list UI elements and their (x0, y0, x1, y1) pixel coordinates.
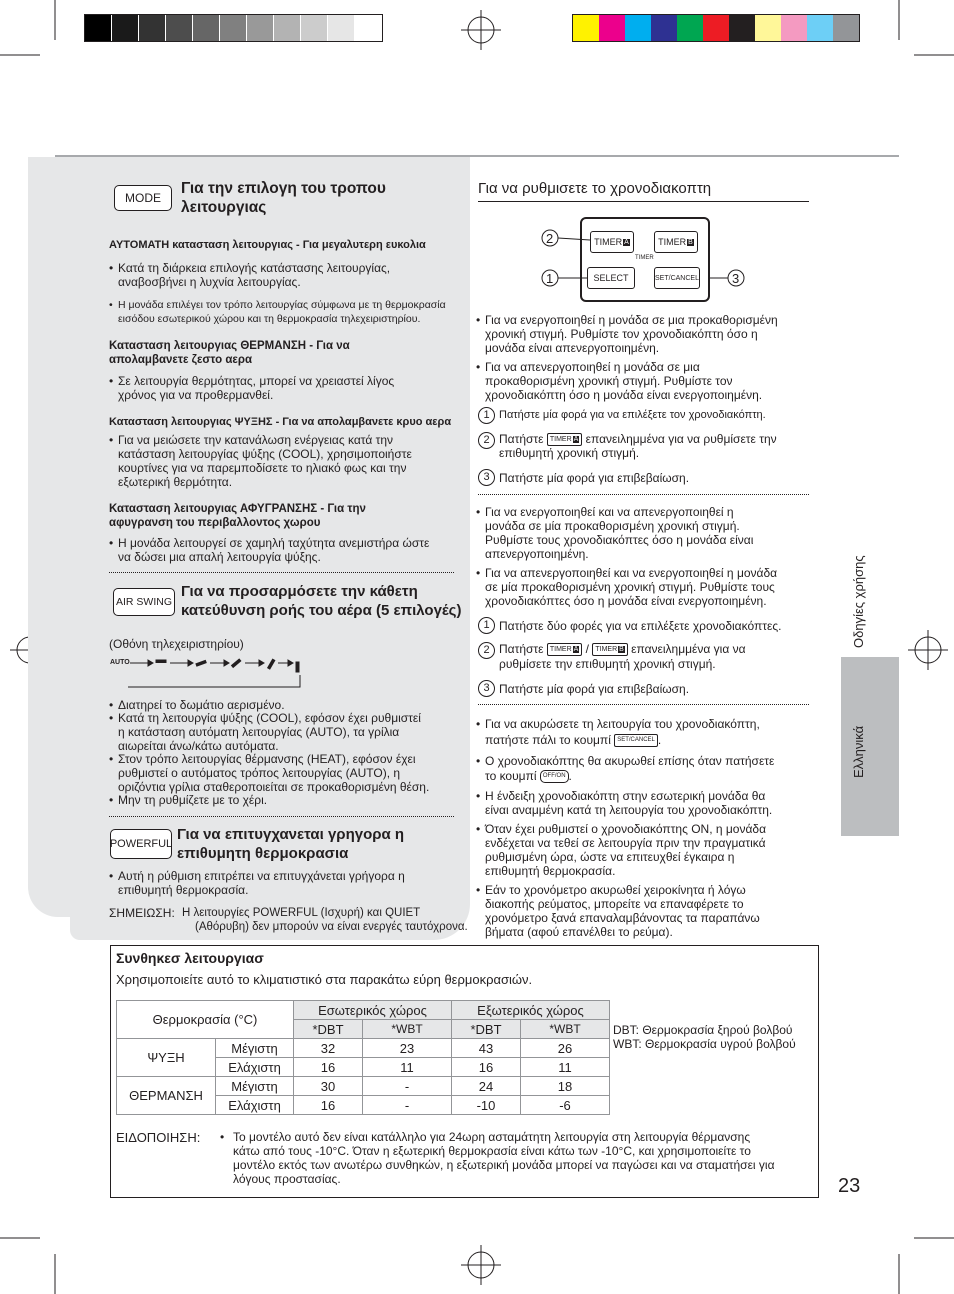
timer-p1-step1: Πατήστε μία φορά για να επιλέξετε τον χρονοδιακόπτη. (499, 409, 766, 421)
cool-bullet-line2: κατάσταση λειτουργίας ψύξης (COOL), χρησιμοποιήστε (118, 447, 412, 461)
kind-cell: Μέγιστη (216, 1077, 294, 1096)
powerful-note-label: ΣΗΜΕΙΩΣΗ: (109, 906, 175, 920)
auto-bullet-2-line1: • Η μονάδα επιλέγει τον τρόπο λειτουργίας σύμφωνα με τη θερμοκρασία (118, 299, 446, 313)
header-indoor: Εσωτερικός χώρος (294, 1001, 452, 1020)
timer-a-label: TIMER (594, 237, 623, 247)
table-row (117, 1077, 610, 1096)
warning-line4: λόγους προστασίας. (233, 1172, 341, 1186)
timer-p3-bullet3-line2: είναι αναμμένη κατά τη λειτουργία του χρονοδιακόπτη. (485, 803, 773, 817)
swing-bullet-4: • Μην τη ρυθμίζετε με το χέρι. (118, 794, 267, 808)
swing-bullet-1: • Διατηρεί το δωμάτιο αερισμένο. (118, 699, 285, 713)
timer-p3-bullet1-line1: • Για να ακυρώσετε τη λειτουργία του χρονοδιακόπτη, (485, 718, 760, 732)
sub-dbt-indoor: *DBT (294, 1020, 363, 1039)
step-3b-circle: 3 (478, 680, 495, 697)
left-panel-edge (28, 157, 72, 917)
timer-p3-bullet5-line1: • Εάν το χρονόμετρο ακυρωθεί χειροκίνητα ή λόγω (485, 884, 746, 898)
remote-display-caption: (Οθόνη τηλεχειριστηρίου) (109, 637, 244, 651)
powerful-bullet-line2: επιθυμητή θερμοκρασία. (118, 883, 249, 897)
timer-p2-step2 (499, 643, 746, 657)
dry-bullet-line1: • Η μονάδα λειτουργεί σε χαμηλή ταχύτητα ανεμιστήρα ώστε (118, 537, 429, 551)
header-temp: Θερμοκρασία (°C) (117, 1001, 294, 1039)
kind-cell: Ελάχιστη (216, 1058, 294, 1077)
swing-bullet-2-line1: • Κατά τη λειτουργία ψύξης (COOL), εφόσον έχει ρυθμιστεί (118, 712, 421, 726)
page-number: 23 (838, 1175, 861, 1197)
heat-heading-line1: Κατασταση λειτουργιας ΘΕΡΜΑΝΣΗ - Για να (109, 340, 350, 352)
timer-p3-bullet5-line3: χρονόμετρο ξανά επαναλαμβάνοντας τα παραπάνω (485, 911, 760, 925)
p3-b2-l2-text: το κουμπί (485, 769, 537, 783)
step-1-circle: 1 (478, 407, 495, 424)
timer-p3-bullet4-line1: • Όταν έχει ρυθμιστεί ο χρονοδιακόπτης ON, η μονάδα (485, 823, 766, 837)
mode-section-title-line1: Για την επιλογη του τροπου (181, 180, 386, 197)
callout-3-label: 3 (732, 271, 740, 286)
swing-bullet-3-line2: ρυθμιστεί ο αυτόματος τρόπος λειτουργίας (AUTO), η (118, 766, 401, 780)
auto-label: AUTO (110, 659, 130, 666)
sub-wbt-indoor: *WBT (363, 1020, 452, 1039)
timer-p3-bullet2-line2: το κουμπί OFF/ON . (485, 769, 572, 783)
timer-p3-bullet4-line2: ενδέχεται να τεθεί σε λειτουργία πριν την πραγματικά (485, 836, 766, 850)
step-1b-circle: 1 (478, 617, 495, 634)
powerful-bullet-line1: • Αυτή η ρύθμιση επιτρέπει να επιτυγχάνεται γρήγορα η (118, 870, 405, 884)
step-2b-circle: 2 (478, 642, 495, 659)
cool-bullet-line3: κουρτίνες για να παρεμποδίσετε το ηλιακό φως και την (118, 461, 407, 475)
kind-cell: Μέγιστη (216, 1039, 294, 1058)
conditions-table (116, 1000, 610, 1115)
value-cell: 16 (294, 1096, 363, 1115)
p2-step2-pre: Πατήστε (499, 642, 544, 656)
cool-bullet-line4: εξωτερική θερμότητα. (118, 475, 233, 489)
dry-heading-line1: Κατασταση λειτουργιας ΑΦΥΓΡΑΝΣΗΣ - Για την (109, 503, 366, 515)
sub-dbt-outdoor: *DBT (452, 1020, 521, 1039)
timer-p3-bullet4-line4: επιθυμητή θερμοκρασία. (485, 864, 616, 878)
callout-1-label: 1 (546, 271, 554, 286)
powerful-button-icon: POWERFUL (110, 829, 172, 859)
auto-heading: ΑΥΤΟΜΑΤΗ κατασταση λειτουργιας - Για μεγαλυτερη ευκολια (109, 239, 426, 251)
timer-p1-step2-line2: επιθυμητή χρονική στιγμή. (499, 446, 640, 460)
side-tab-operating-instructions: Οδηγίες χρήσης (851, 555, 866, 648)
dbt-note: DBT: Θερμοκρασία ξηρού βολβού (613, 1023, 793, 1037)
off-on-inline-icon: OFF/ON (540, 770, 569, 783)
value-cell: 16 (294, 1058, 363, 1077)
timer-p2-bullet1-line4: απενεργοποιημένη. (485, 547, 589, 561)
divider-2 (109, 816, 454, 817)
warning-bullet: • (220, 1130, 225, 1144)
timer-p2-bullet1-line1: • Για να ενεργοποιηθεί και να απενεργοποιηθεί η (485, 506, 734, 520)
value-cell: 32 (294, 1039, 363, 1058)
p2-step2-sep: / (585, 642, 589, 656)
p3-b1-l2-text: πατήστε πάλι το κουμπί (485, 733, 611, 747)
timer-p1-step2 (499, 433, 777, 447)
swing-section-title-line2: κατεύθυνση ροής του αέρα (5 επιλογές) (181, 602, 462, 619)
value-cell: 18 (521, 1077, 610, 1096)
timer-a-badge: A (624, 238, 629, 246)
dry-heading-line2: αφυγρανση του περιβαλλοντος χωρου (109, 517, 321, 529)
set-cancel-inline-icon: SET/CANCEL (614, 734, 658, 747)
wbt-note: WBT: Θερμοκρασία υγρού βολβού (613, 1037, 796, 1051)
value-cell: 26 (521, 1039, 610, 1058)
swing-section-title-line1: Για να προσαρμόσετε την κάθετη (181, 583, 418, 600)
value-cell: - (363, 1096, 452, 1115)
divider-1 (109, 572, 454, 573)
mode-button-icon: MODE (114, 185, 172, 211)
timer-p3-bullet5-line2: διακοπής ρεύματος, μπορείτε να επαναφέρετε το (485, 897, 744, 911)
cool-heading: Κατασταση λειτουργιας ΨΥΞΗΣ - Για να απολαμβανετε κρυο αερα (109, 416, 452, 428)
timer-p1-bullet1-line2: χρονική στιγμή. Ρυθμίστε τον χρονοδιακόπτη όσο η (485, 327, 758, 341)
timer-p2-bullet2-line3: χρονοδιακόπτες όσο η μονάδα είναι ενεργοποιημένη. (485, 594, 767, 608)
sub-wbt-outdoor: *WBT (521, 1020, 610, 1039)
timer-p1-bullet1-line3: μονάδα είναι απενεργοποιημένη. (485, 341, 660, 355)
language-tab (841, 657, 899, 836)
timer-b-label: TIMER (658, 237, 687, 247)
timer-p2-bullet1-line2: μονάδα σε μία προκαθορισμένη χρονική στιγμή. (485, 519, 740, 533)
step-2-circle: 2 (478, 432, 495, 449)
value-cell: 24 (452, 1077, 521, 1096)
header-outdoor: Εξωτερικός χώρος (452, 1001, 610, 1020)
value-cell: 43 (452, 1039, 521, 1058)
swing-bullet-2-line2: η κατάσταση αυτόματη λειτουργίας (AUTO), τα γρίλια (118, 725, 400, 739)
timer-p2-bullet1-line3: Ρυθμίστε τους χρονοδιακόπτες όσο η μονάδα είναι (485, 533, 754, 547)
swing-bullet-3-line3: οριζόντια γρίλια σταθεροποιείται σε προκαθορισμένη θέση. (118, 780, 430, 794)
p2-step2-post: επανειλημμένα για να (631, 642, 746, 656)
auto-bullet-1-line2: αναβοσβήνει η λυχνία λειτουργίας. (118, 275, 301, 289)
heat-heading-line2: απολαμβανετε ζεστο αερα (109, 354, 253, 366)
timer-p3-bullet1-line2: πατήστε πάλι το κουμπί SET/CANCEL . (485, 733, 662, 747)
swing-bullet-3-line1: • Στον τρόπο λειτουργίας θέρμανσης (HEAT), εφόσον έχει (118, 753, 416, 767)
timer-a-inline-icon: TIMER A (547, 433, 582, 446)
timer-p3-bullet4-line3: ρυθμισμένη ώρα, ώστε να επιτευχθεί έγκαιρα η (485, 850, 735, 864)
timer-a-inline-icon-2: TIMER A (547, 643, 582, 656)
conditions-intro: Χρησιμοποιείτε αυτό το κλιματιστικό στα παρακάτω εύρη θερμοκρασιών. (116, 972, 533, 987)
powerful-note-line2: (Αθόρυβη) δεν μπορούν να είναι ενεργές ταυτόχρονα. (195, 921, 468, 933)
powerful-section-title-line1: Για να επιτυγχανεται γρηγορα η (177, 826, 405, 843)
timer-p3-bullet5-line4: βήματα (αφού επανέλθει το ρεύμα). (485, 925, 673, 939)
powerful-note-line1: Η λειτουργίες POWERFUL (Ισχυρή) και QUIET (182, 907, 421, 919)
value-cell: 11 (521, 1058, 610, 1077)
kind-cell: Ελάχιστη (216, 1096, 294, 1115)
value-cell: -6 (521, 1096, 610, 1115)
timer-p1-bullet2-line1: • Για να απενεργοποιηθεί η μονάδα σε μια (485, 361, 700, 375)
timer-p1-bullet1-line1: • Για να ενεργοποιηθεί η μονάδα σε μια προκαθορισμένη (485, 314, 778, 328)
warning-label: ΕΙΔΟΠΟΙΗΣΗ: (116, 1130, 201, 1145)
swing-sequence-diagram (128, 655, 308, 693)
heat-bullet-line1: • Σε λειτουργία θερμότητας, μπορεί να χρειαστεί λίγος (118, 375, 394, 389)
timer-p3-bullet2-line1: • Ο χρονοδιακόπτης θα ακυρωθεί επίσης όταν πατήσετε (485, 755, 774, 769)
warning-line3: μοντέλο εκτός των ανωτέρω συνθηκών, η εξωτερική μονάδα μπορεί να παγώσει και να σταματήσει για (233, 1158, 775, 1172)
auto-bullet-1-line1: • Κατά τη διάρκεια επιλογής κατάστασης λειτουργίας, (118, 262, 390, 276)
timer-p3-bullet3-line1: • Η ένδειξη χρονοδιακόπτη στην εσωτερική μονάδα θα (485, 790, 765, 804)
table-row (117, 1039, 610, 1058)
swing-bullet-2-line3: αιωρείται άνω/κάτω αυτόματα. (118, 739, 279, 753)
dry-bullet-line2: να δώσει μια απαλή λειτουργία ψύξης. (118, 550, 321, 564)
conditions-title: Συνθηκεσ λειτουργιασ (116, 950, 264, 966)
value-cell: 30 (294, 1077, 363, 1096)
p1-step2-pre: Πατήστε (499, 432, 544, 446)
value-cell: -10 (452, 1096, 521, 1115)
timer-p2-step3: Πατήστε μία φορά για επιβεβαίωση. (499, 682, 690, 696)
timer-divider-1 (478, 494, 809, 495)
remote-callouts (540, 228, 750, 290)
heat-bullet-line2: χρόνος για να προθερμανθεί. (118, 388, 274, 402)
cool-bullet-line1: • Για να μειώσετε την κατανάλωση ενέργειας κατά την (118, 434, 393, 448)
timer-divider-2 (478, 704, 809, 705)
timer-b-inline-icon: TIMER B (592, 643, 627, 656)
value-cell: 16 (452, 1058, 521, 1077)
timer-title-underline (478, 201, 809, 202)
timer-caption: TIMER (635, 255, 654, 261)
side-tab-language: Ελληνικά (851, 725, 866, 778)
select-button: SELECT (587, 267, 635, 289)
p1-step2-post: επανειλημμένα για να ρυθμίσετε την (585, 432, 777, 446)
value-cell: 23 (363, 1039, 452, 1058)
air-swing-button-icon: AIR SWING (113, 588, 175, 616)
warning-line2: κάτω από τους -10°C. Όταν η εξωτερική θερμοκρασία είναι κάτω των -10°C, και χρησιμοποιείτε το (233, 1144, 751, 1158)
timer-p1-step3: Πατήστε μία φορά για επιβεβαίωση. (499, 471, 690, 485)
step-3-circle: 3 (478, 469, 495, 486)
mode-cell: ΘΕΡΜΑΝΣΗ (117, 1077, 216, 1115)
timer-b-badge: B (688, 238, 693, 246)
timer-section-title: Για να ρυθμισετε το χρονοδιακοπτη (478, 180, 712, 197)
value-cell: - (363, 1077, 452, 1096)
timer-p2-step2-line2: ρυθμίσετε την επιθυμητή χρονική στιγμή. (499, 657, 716, 671)
timer-p2-bullet2-line2: σε μία προκαθορισμένη χρονική στιγμή. Ρυθμίστε τους (485, 580, 775, 594)
powerful-section-title-line2: επιθυμητη θερμοκρασια (177, 845, 349, 862)
value-cell: 11 (363, 1058, 452, 1077)
timer-p2-step1: Πατήστε δύο φορές για να επιλέξετε χρονοδιακόπτες. (499, 619, 782, 633)
set-cancel-button: SET/CANCEL (654, 267, 700, 289)
auto-bullet-2-line2: εισόδου εσωτερικού χώρου και τη θερμοκρασία τηλεχειριστηρίου. (118, 313, 421, 325)
timer-p2-bullet2-line1: • Για να απενεργοποιηθεί και να ενεργοποιηθεί η μονάδα (485, 567, 777, 581)
callout-2-label: 2 (546, 231, 554, 246)
mode-section-title-line2: λειτουργιας (181, 199, 267, 216)
warning-line1: Το μοντέλο αυτό δεν είναι κατάλληλο για 24ωρη ασταμάτητη λειτουργία στη λειτουργία θέρμανσης (233, 1130, 751, 1144)
timer-p1-bullet2-line2: προκαθορισμένη χρονική στιγμή. Ρυθμίστε τον (485, 374, 733, 388)
timer-p1-bullet2-line3: χρονοδιακόπτη όσο η μονάδα είναι ενεργοποιημένη. (485, 388, 763, 402)
mode-cell: ΨΥΞΗ (117, 1039, 216, 1077)
